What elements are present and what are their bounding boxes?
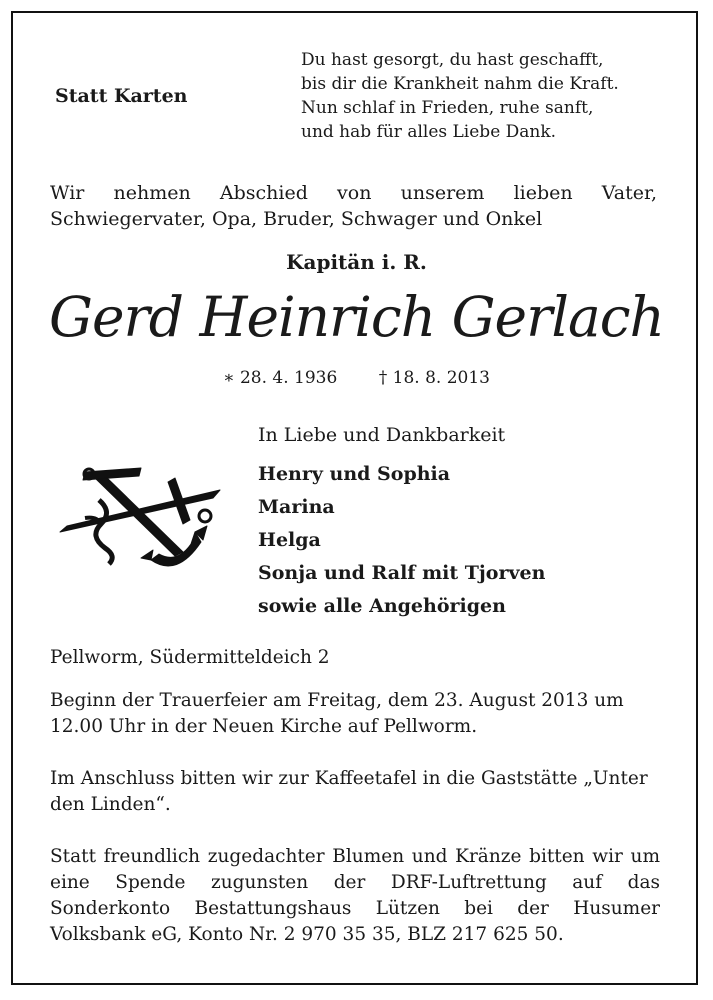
life-dates	[0, 368, 713, 388]
memorial-poem	[301, 48, 619, 144]
birth-date: ∗ 28. 4. 1936	[223, 368, 338, 388]
donation-info: Statt freundlich zugedachter Blumen und Kränze bitten wir um eine Spende zugunsten der DRF-Luftrettung auf das Sonderkonto Bestattungshaus Lützen bei der Husumer Volksbank eG, Konto Nr. 2 970 35 35, BLZ 217 625 50.	[50, 846, 660, 945]
mourner-name: Helga	[258, 529, 321, 551]
poem-line: bis dir die Krankheit nahm die Kraft.	[301, 74, 619, 94]
statt-karten-label: Statt Karten	[55, 85, 188, 107]
intro-text: Wir nehmen Abschied von unserem lieben Vater, Schwiegervater, Opa, Bruder, Schwager und Onkel	[50, 182, 657, 230]
funeral-info: Beginn der Trauerfeier am Freitag, dem 23. August 2013 um 12.00 Uhr in der Neuen Kirche auf Pellworm.	[50, 690, 624, 737]
anchor-cross-icon	[55, 460, 225, 584]
mourners-heading: In Liebe und Dankbarkeit	[258, 424, 506, 446]
mourner-name: sowie alle Angehörigen	[258, 595, 506, 617]
mourner-name: Marina	[258, 496, 335, 518]
mourner-name: Sonja und Ralf mit Tjorven	[258, 562, 546, 584]
poem-line: Du hast gesorgt, du hast geschafft,	[301, 50, 604, 70]
poem-line: und hab für alles Liebe Dank.	[301, 122, 557, 142]
coffee-info: Im Anschluss bitten wir zur Kaffeetafel in die Gaststätte „Unter den Linden“.	[50, 768, 648, 815]
poem-line: Nun schlaf in Frieden, ruhe sanft,	[301, 98, 594, 118]
deceased-name: Gerd Heinrich Gerlach	[49, 285, 664, 349]
mourners-list	[258, 458, 545, 623]
deceased-title: Kapitän i. R.	[286, 250, 427, 274]
death-date: † 18. 8. 2013	[378, 368, 490, 388]
address-line: Pellworm, Südermitteldeich 2	[50, 647, 330, 668]
mourner-name: Henry und Sophia	[258, 463, 451, 485]
